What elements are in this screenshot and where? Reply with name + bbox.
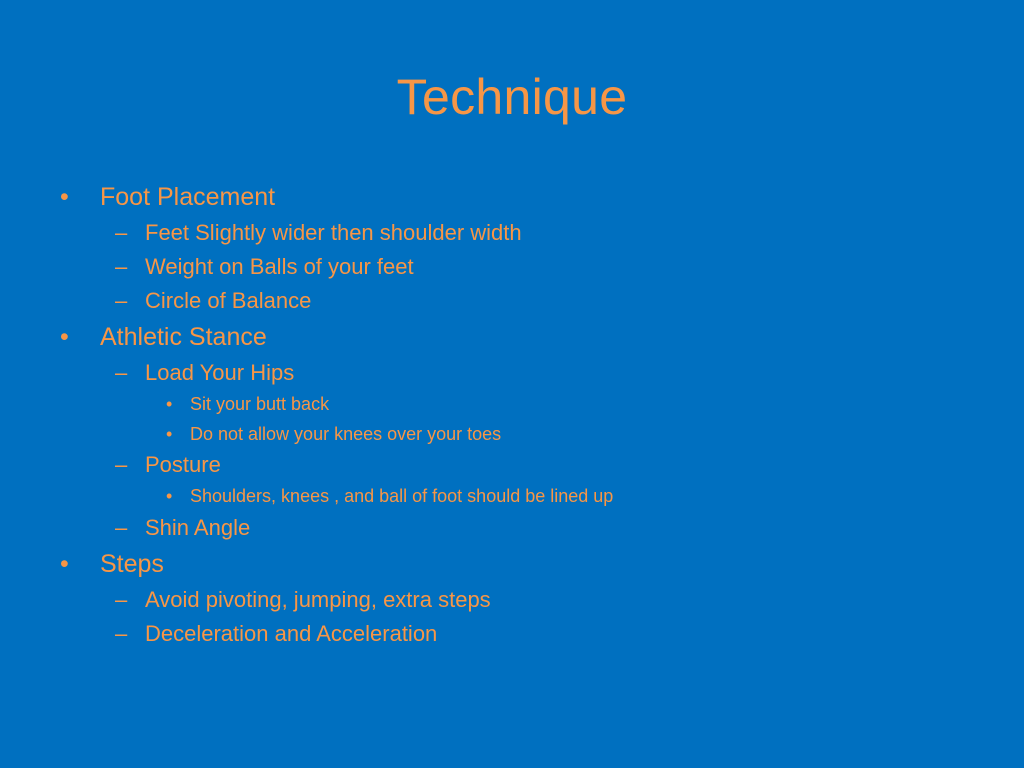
- bullet-marker: •: [60, 183, 69, 211]
- bullet-marker: •: [166, 424, 173, 444]
- bullet-marker: •: [166, 394, 173, 414]
- sub-bullet-text: Load Your Hips: [145, 360, 295, 385]
- sub-bullet-text: Deceleration and Acceleration: [145, 621, 438, 646]
- bullet-marker: •: [60, 550, 69, 578]
- bullet-marker: •: [60, 323, 69, 351]
- sub-sub-bullet-text: Do not allow your knees over your toes: [190, 424, 502, 444]
- dash-marker: –: [115, 288, 128, 313]
- bullet-text: Steps: [100, 550, 164, 578]
- sub-sub-bullet-text: Shoulders, knees , and ball of foot should be lined up: [190, 486, 614, 506]
- bullet-text: Foot Placement: [100, 183, 276, 211]
- sub-bullet-text: Feet Slightly wider then shoulder width: [145, 220, 522, 245]
- dash-marker: –: [115, 220, 128, 245]
- slide-title: Technique: [396, 69, 628, 125]
- dash-marker: –: [115, 254, 128, 279]
- dash-marker: –: [115, 360, 128, 385]
- sub-bullet-text: Avoid pivoting, jumping, extra steps: [145, 587, 491, 612]
- bullet-text: Athletic Stance: [100, 323, 267, 351]
- sub-sub-bullet-text: Sit your butt back: [190, 394, 330, 414]
- sub-bullet-text: Weight on Balls of your feet: [145, 254, 414, 279]
- bullet-marker: •: [166, 486, 173, 506]
- sub-bullet-text: Shin Angle: [145, 515, 251, 540]
- dash-marker: –: [115, 587, 128, 612]
- sub-bullet-text: Posture: [145, 452, 221, 477]
- dash-marker: –: [115, 452, 128, 477]
- sub-bullet-text: Circle of Balance: [145, 288, 312, 313]
- dash-marker: –: [115, 515, 128, 540]
- dash-marker: –: [115, 621, 128, 646]
